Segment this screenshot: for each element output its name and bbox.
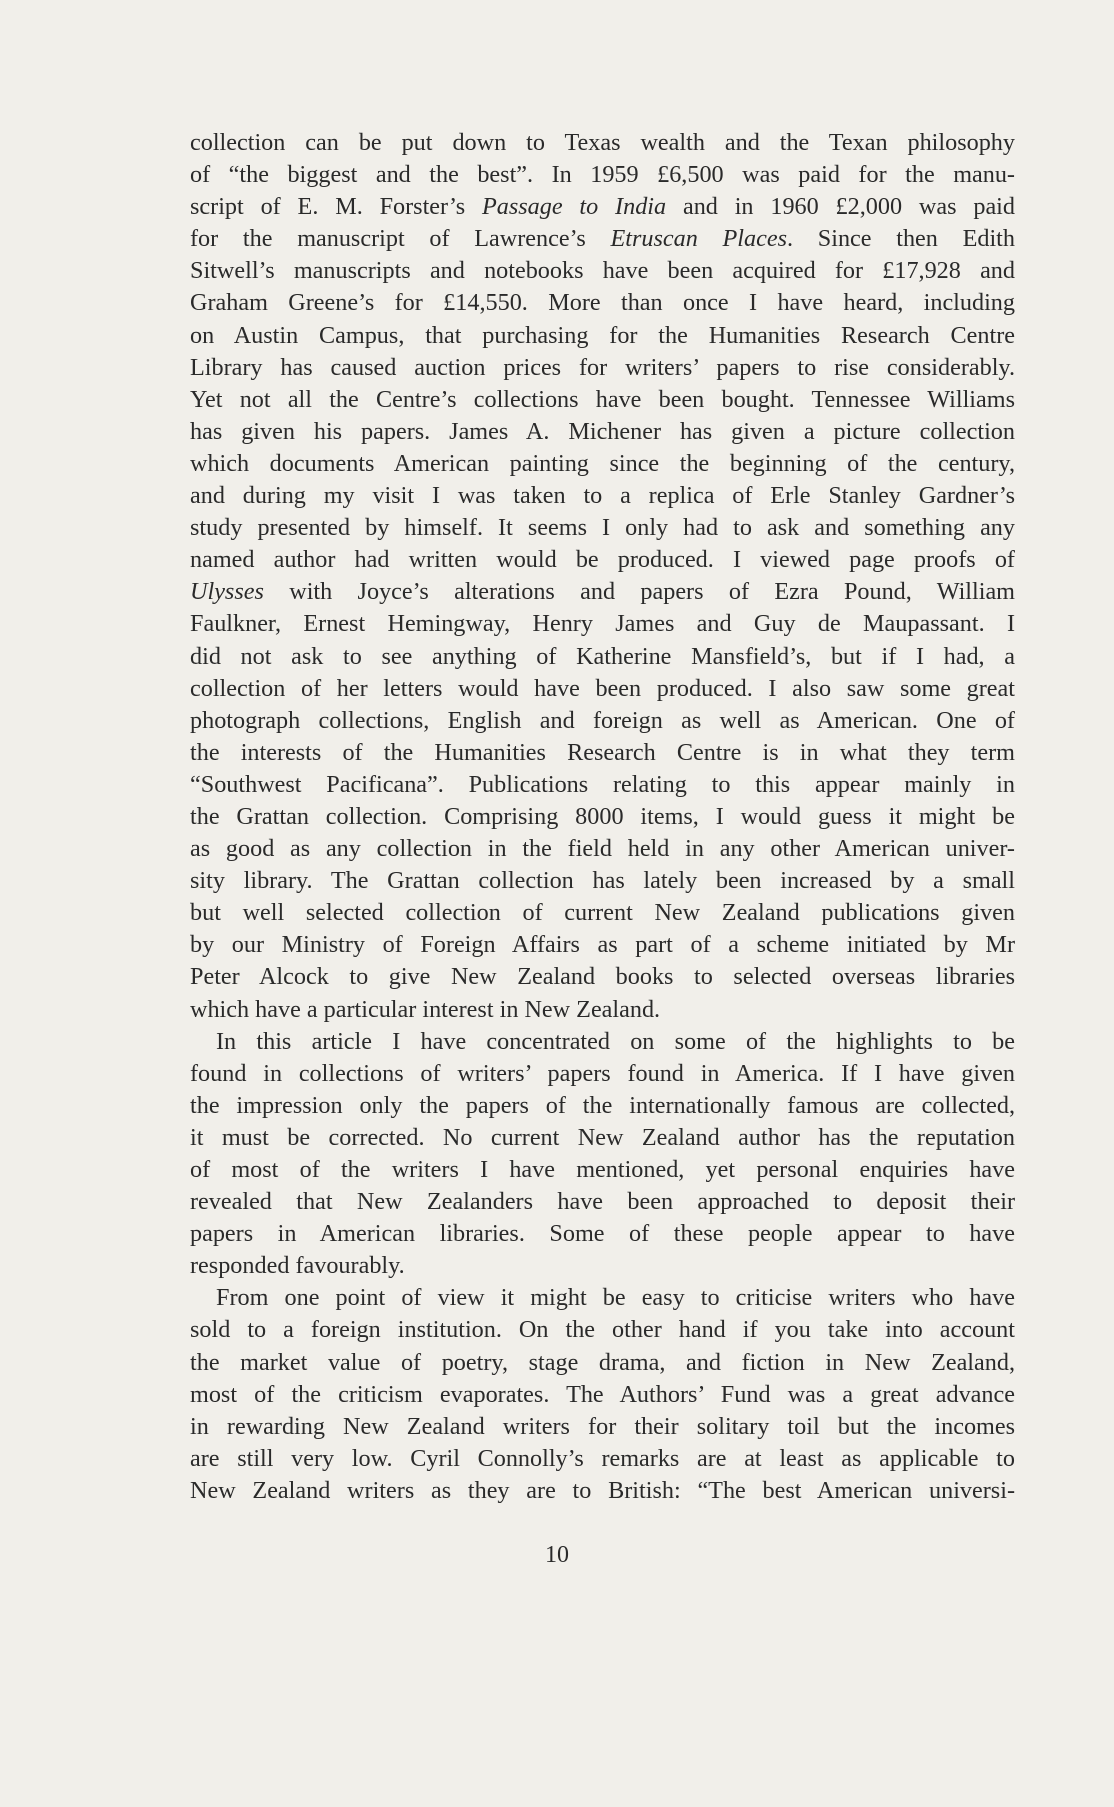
paragraph [190, 127, 1015, 1026]
text-run: and during my visit I was taken to a replica of Erle Stanley Gardner’s [190, 482, 1015, 510]
text-line [190, 801, 1015, 833]
text-run: Yet not all the Centre’s collections have been bought. Tennessee Williams [190, 385, 1015, 413]
text-line [190, 1058, 1015, 1090]
text-line [190, 737, 1015, 769]
text-run: Sitwell’s manuscripts and notebooks have been acquired for £17,928 and [190, 257, 1015, 285]
text-run: for the manuscript of Lawrence’s [190, 225, 611, 253]
text-line [190, 865, 1015, 897]
body-text [190, 127, 1015, 1507]
text-line [190, 1090, 1015, 1122]
text-run: responded favourably. [190, 1252, 405, 1280]
text-line [190, 705, 1015, 737]
text-line [190, 929, 1015, 961]
text-run: papers in American libraries. Some of these people appear to have [190, 1220, 1015, 1248]
text-line [190, 1282, 1015, 1314]
text-run: most of the criticism evaporates. The Authors’ Fund was a great advance [190, 1380, 1015, 1408]
text-line [190, 384, 1015, 416]
text-line [190, 641, 1015, 673]
text-line [190, 480, 1015, 512]
text-run: sold to a foreign institution. On the other hand if you take into account [190, 1316, 1015, 1344]
text-line [190, 1475, 1015, 1507]
text-line [190, 1026, 1015, 1058]
text-line [190, 512, 1015, 544]
text-run: which have a particular interest in New Zealand. [190, 995, 661, 1023]
text-line [190, 1411, 1015, 1443]
paragraph [190, 1282, 1015, 1507]
text-line [190, 416, 1015, 448]
text-line [190, 1122, 1015, 1154]
text-run: the interests of the Humanities Research Centre is in what they term [190, 738, 1015, 766]
text-line [190, 544, 1015, 576]
text-run: named author had written would be produced. I viewed page proofs of [190, 546, 1015, 574]
text-run: as good as any collection in the field held in any other American univer- [190, 835, 1015, 863]
text-line [190, 127, 1015, 159]
text-line [190, 769, 1015, 801]
text-line [190, 191, 1015, 223]
paragraph [190, 1026, 1015, 1283]
text-run: study presented by himself. It seems I only had to ask and something any [190, 514, 1015, 542]
text-line [190, 608, 1015, 640]
text-run: In this article I have concentrated on some of the highlights to be [216, 1027, 1015, 1055]
text-line [190, 352, 1015, 384]
text-run: sity library. The Grattan collection has lately been increased by a small [190, 867, 1015, 895]
text-run: found in collections of writers’ papers found in America. If I have given [190, 1059, 1015, 1087]
text-run: in rewarding New Zealand writers for their solitary toil but the incomes [190, 1412, 1015, 1440]
text-line [190, 1314, 1015, 1346]
text-run: which documents American painting since the beginning of the century, [190, 449, 1015, 477]
text-line [190, 1218, 1015, 1250]
text-line [190, 159, 1015, 191]
text-line [190, 1379, 1015, 1411]
text-line [190, 1250, 1015, 1282]
text-run: are still very low. Cyril Connolly’s remarks are at least as applicable to [190, 1444, 1015, 1472]
text-line [190, 287, 1015, 319]
text-run: the Grattan collection. Comprising 8000 items, I would guess it might be [190, 802, 1015, 830]
page-number: 10 [545, 1542, 569, 1568]
text-run: of most of the writers I have mentioned, yet personal enquiries have [190, 1156, 1015, 1183]
text-line [190, 673, 1015, 705]
text-line [190, 448, 1015, 480]
text-line [190, 897, 1015, 929]
text-run: has given his papers. James A. Michener has given a picture collection [190, 417, 1015, 445]
text-run: it must be corrected. No current New Zealand author has the reputation [190, 1123, 1015, 1151]
text-run: . Since then Edith [787, 225, 1015, 253]
italic-title: Passage to India [481, 193, 667, 221]
text-run: did not ask to see anything of Katherine Mansfield’s, but if I had, a [190, 642, 1015, 670]
text-line [190, 1347, 1015, 1379]
text-run: collection of her letters would have been produced. I also saw some great [190, 674, 1015, 702]
text-line [190, 994, 1015, 1026]
text-run: Peter Alcock to give New Zealand books to selected overseas libraries [190, 963, 1015, 991]
text-run: Library has caused auction prices for writers’ papers to rise considerably. [190, 353, 1015, 381]
text-run: collection can be put down to Texas wealth and the Texan philosophy [190, 129, 1015, 156]
text-run: on Austin Campus, that purchasing for the Humanities Research Centre [190, 321, 1015, 349]
text-line [190, 1443, 1015, 1475]
text-line [190, 1154, 1015, 1186]
text-run: and in 1960 £2,000 was paid [666, 193, 1015, 221]
text-run: with Joyce’s alterations and papers of Ezra Pound, William [263, 578, 1015, 606]
text-run: New Zealand writers as they are to British: “The best American universi- [190, 1476, 1015, 1504]
text-run: From one point of view it might be easy to criticise writers who have [216, 1284, 1015, 1312]
text-line [190, 961, 1015, 993]
text-run: revealed that New Zealanders have been approached to deposit their [190, 1188, 1015, 1216]
text-line [190, 1186, 1015, 1218]
italic-title: Ulysses [190, 578, 264, 606]
text-run: by our Ministry of Foreign Affairs as part of a scheme initiated by Mr [190, 931, 1015, 959]
text-line [190, 833, 1015, 865]
text-run: of “the biggest and the best”. In 1959 £6,500 was paid for the manu- [190, 161, 1015, 189]
text-run: the impression only the papers of the internationally famous are collected, [190, 1091, 1015, 1119]
text-run: photograph collections, English and foreign as well as American. One of [190, 706, 1015, 734]
italic-title: Etruscan Places [610, 225, 787, 253]
text-line [190, 576, 1015, 608]
text-run: Graham Greene’s for £14,550. More than once I have heard, including [190, 289, 1015, 317]
text-run: but well selected collection of current New Zealand publications given [190, 899, 1015, 927]
text-line [190, 320, 1015, 352]
text-run: the market value of poetry, stage drama, and fiction in New Zealand, [190, 1348, 1015, 1376]
text-line [190, 255, 1015, 287]
text-run: Faulkner, Ernest Hemingway, Henry James and Guy de Maupassant. I [190, 610, 1015, 638]
text-run: “Southwest Pacificana”. Publications relating to this appear mainly in [190, 770, 1015, 798]
text-run: script of E. M. Forster’s [190, 193, 482, 221]
text-line [190, 223, 1015, 255]
